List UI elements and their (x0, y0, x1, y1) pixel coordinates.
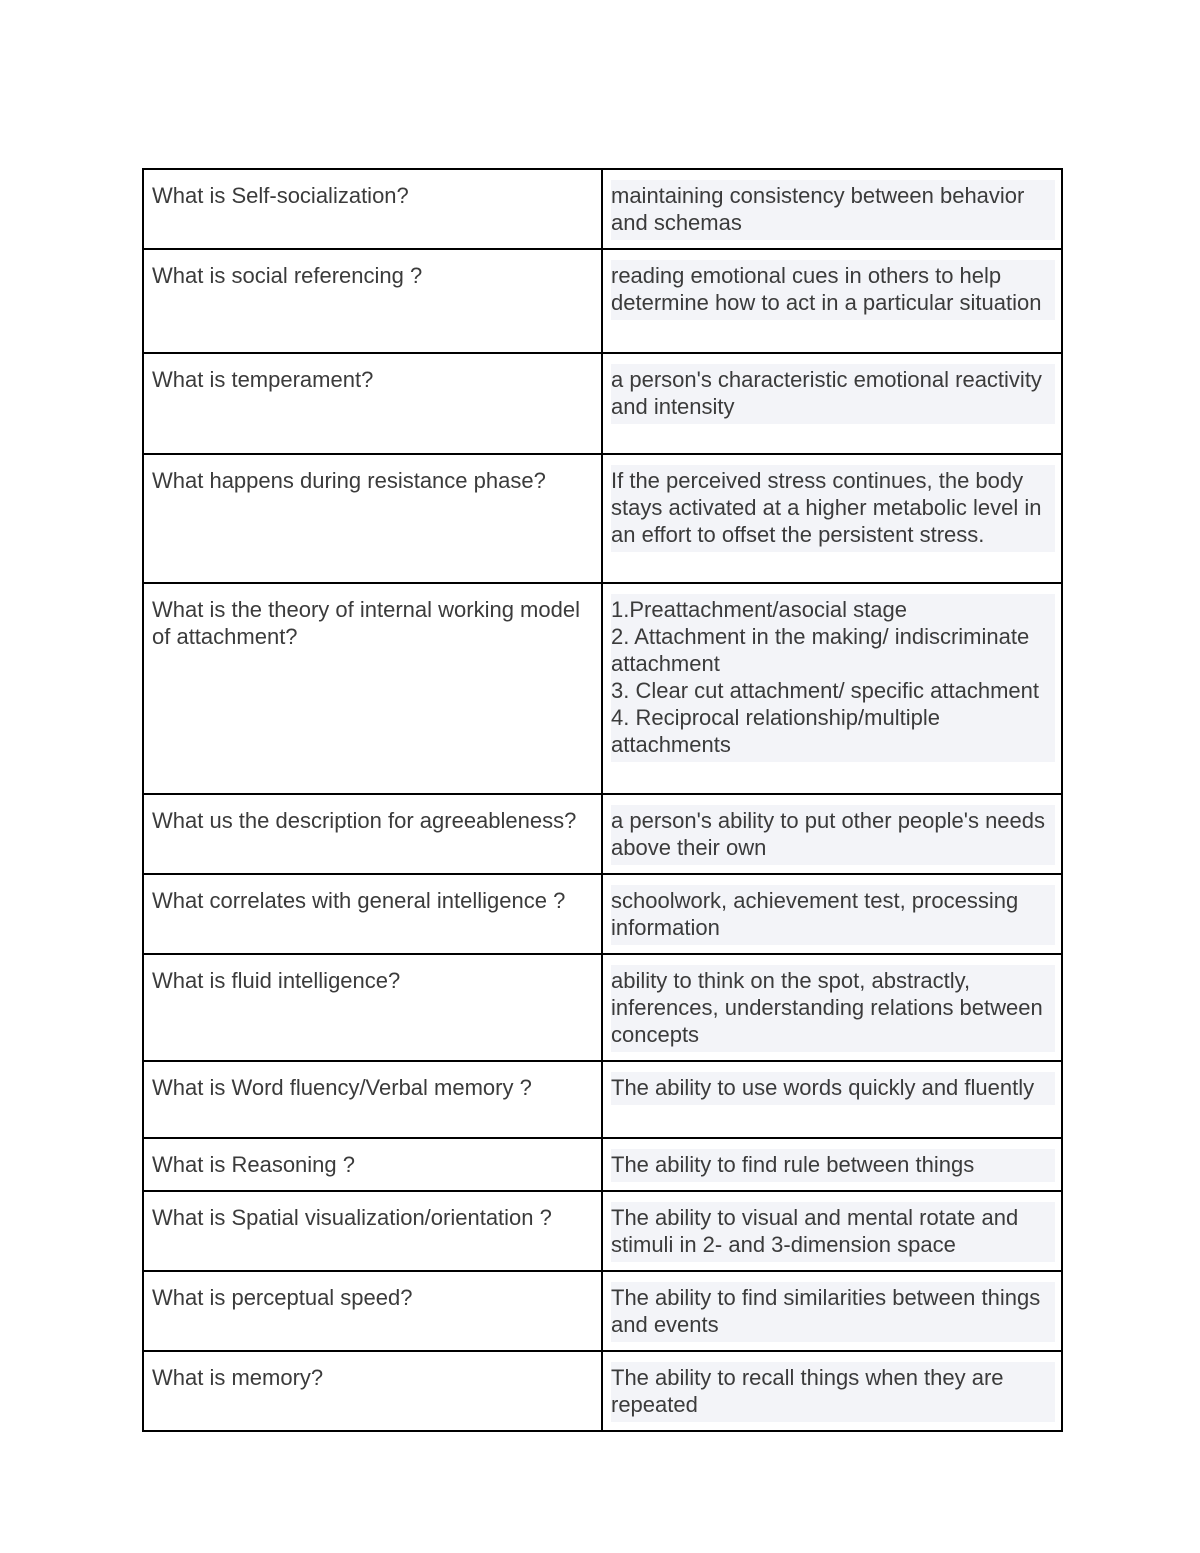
term-cell (143, 454, 602, 583)
term-cell (143, 353, 602, 454)
term-cell (143, 794, 602, 874)
table-row (143, 1271, 1062, 1351)
definition-text: The ability to use words quickly and fluently (611, 1072, 1055, 1105)
table-row (143, 954, 1062, 1061)
term-cell (143, 874, 602, 954)
definition-text: The ability to visual and mental rotate and stimuli in 2- and 3-dimension space (611, 1202, 1055, 1262)
term-text: What is social referencing ? (152, 263, 423, 288)
definition-cell (602, 874, 1062, 954)
definition-text: a person's ability to put other people's needs above their own (611, 805, 1055, 865)
definition-cell (602, 1271, 1062, 1351)
definition-text: schoolwork, achievement test, processing information (611, 885, 1055, 945)
definition-cell (602, 794, 1062, 874)
term-cell (143, 954, 602, 1061)
table-row (143, 353, 1062, 454)
term-text: What us the description for agreeableness? (152, 808, 577, 833)
definition-cell (602, 249, 1062, 353)
definition-cell (602, 169, 1062, 249)
term-text: What is Self-socialization? (152, 183, 409, 208)
term-cell (143, 249, 602, 353)
table-row (143, 794, 1062, 874)
table-row (143, 874, 1062, 954)
term-cell (143, 1351, 602, 1431)
table-row (143, 169, 1062, 249)
term-cell (143, 583, 602, 794)
definition-text: ability to think on the spot, abstractly, inferences, understanding relations between concepts (611, 965, 1055, 1052)
table-row (143, 1061, 1062, 1138)
table-row (143, 1138, 1062, 1191)
definition-text: The ability to find rule between things (611, 1149, 1055, 1182)
term-cell (143, 1271, 602, 1351)
definition-text: a person's characteristic emotional reactivity and intensity (611, 364, 1055, 424)
definition-cell (602, 954, 1062, 1061)
definition-text: If the perceived stress continues, the body stays activated at a higher metabolic level in an effort to offset the persistent stress. (611, 465, 1055, 552)
definition-text: The ability to find similarities between things and events (611, 1282, 1055, 1342)
definition-cell (602, 583, 1062, 794)
definition-text: maintaining consistency between behavior and schemas (611, 180, 1055, 240)
definition-cell (602, 353, 1062, 454)
definition-cell (602, 1351, 1062, 1431)
term-text: What is memory? (152, 1365, 324, 1390)
table-row (143, 583, 1062, 794)
term-cell (143, 1191, 602, 1271)
term-text: What is perceptual speed? (152, 1285, 413, 1310)
definition-text: The ability to recall things when they are repeated (611, 1362, 1055, 1422)
table-row (143, 249, 1062, 353)
term-text: What is Reasoning ? (152, 1152, 355, 1177)
table-row (143, 1351, 1062, 1431)
term-text: What is Spatial visualization/orientation ? (152, 1205, 552, 1230)
term-text: What is fluid intelligence? (152, 968, 401, 993)
term-text: What is the theory of internal working model of attachment? (152, 597, 580, 649)
term-cell (143, 169, 602, 249)
term-text: What is temperament? (152, 367, 374, 392)
definition-cell (602, 1138, 1062, 1191)
term-text: What happens during resistance phase? (152, 468, 546, 493)
definition-text: 1.Preattachment/asocial stage 2. Attachment in the making/ indiscriminate attachment 3. Clear cut attachment/ specific attachment 4. Reciprocal relationship/multiple attachments (611, 594, 1055, 762)
term-cell (143, 1138, 602, 1191)
table-row (143, 454, 1062, 583)
flashcard-table (142, 168, 1063, 1432)
table-row (143, 1191, 1062, 1271)
definition-text: reading emotional cues in others to help determine how to act in a particular situation (611, 260, 1055, 320)
term-cell (143, 1061, 602, 1138)
definition-cell (602, 454, 1062, 583)
definition-cell (602, 1061, 1062, 1138)
term-text: What correlates with general intelligence ? (152, 888, 566, 913)
definition-cell (602, 1191, 1062, 1271)
term-text: What is Word fluency/Verbal memory ? (152, 1075, 532, 1100)
